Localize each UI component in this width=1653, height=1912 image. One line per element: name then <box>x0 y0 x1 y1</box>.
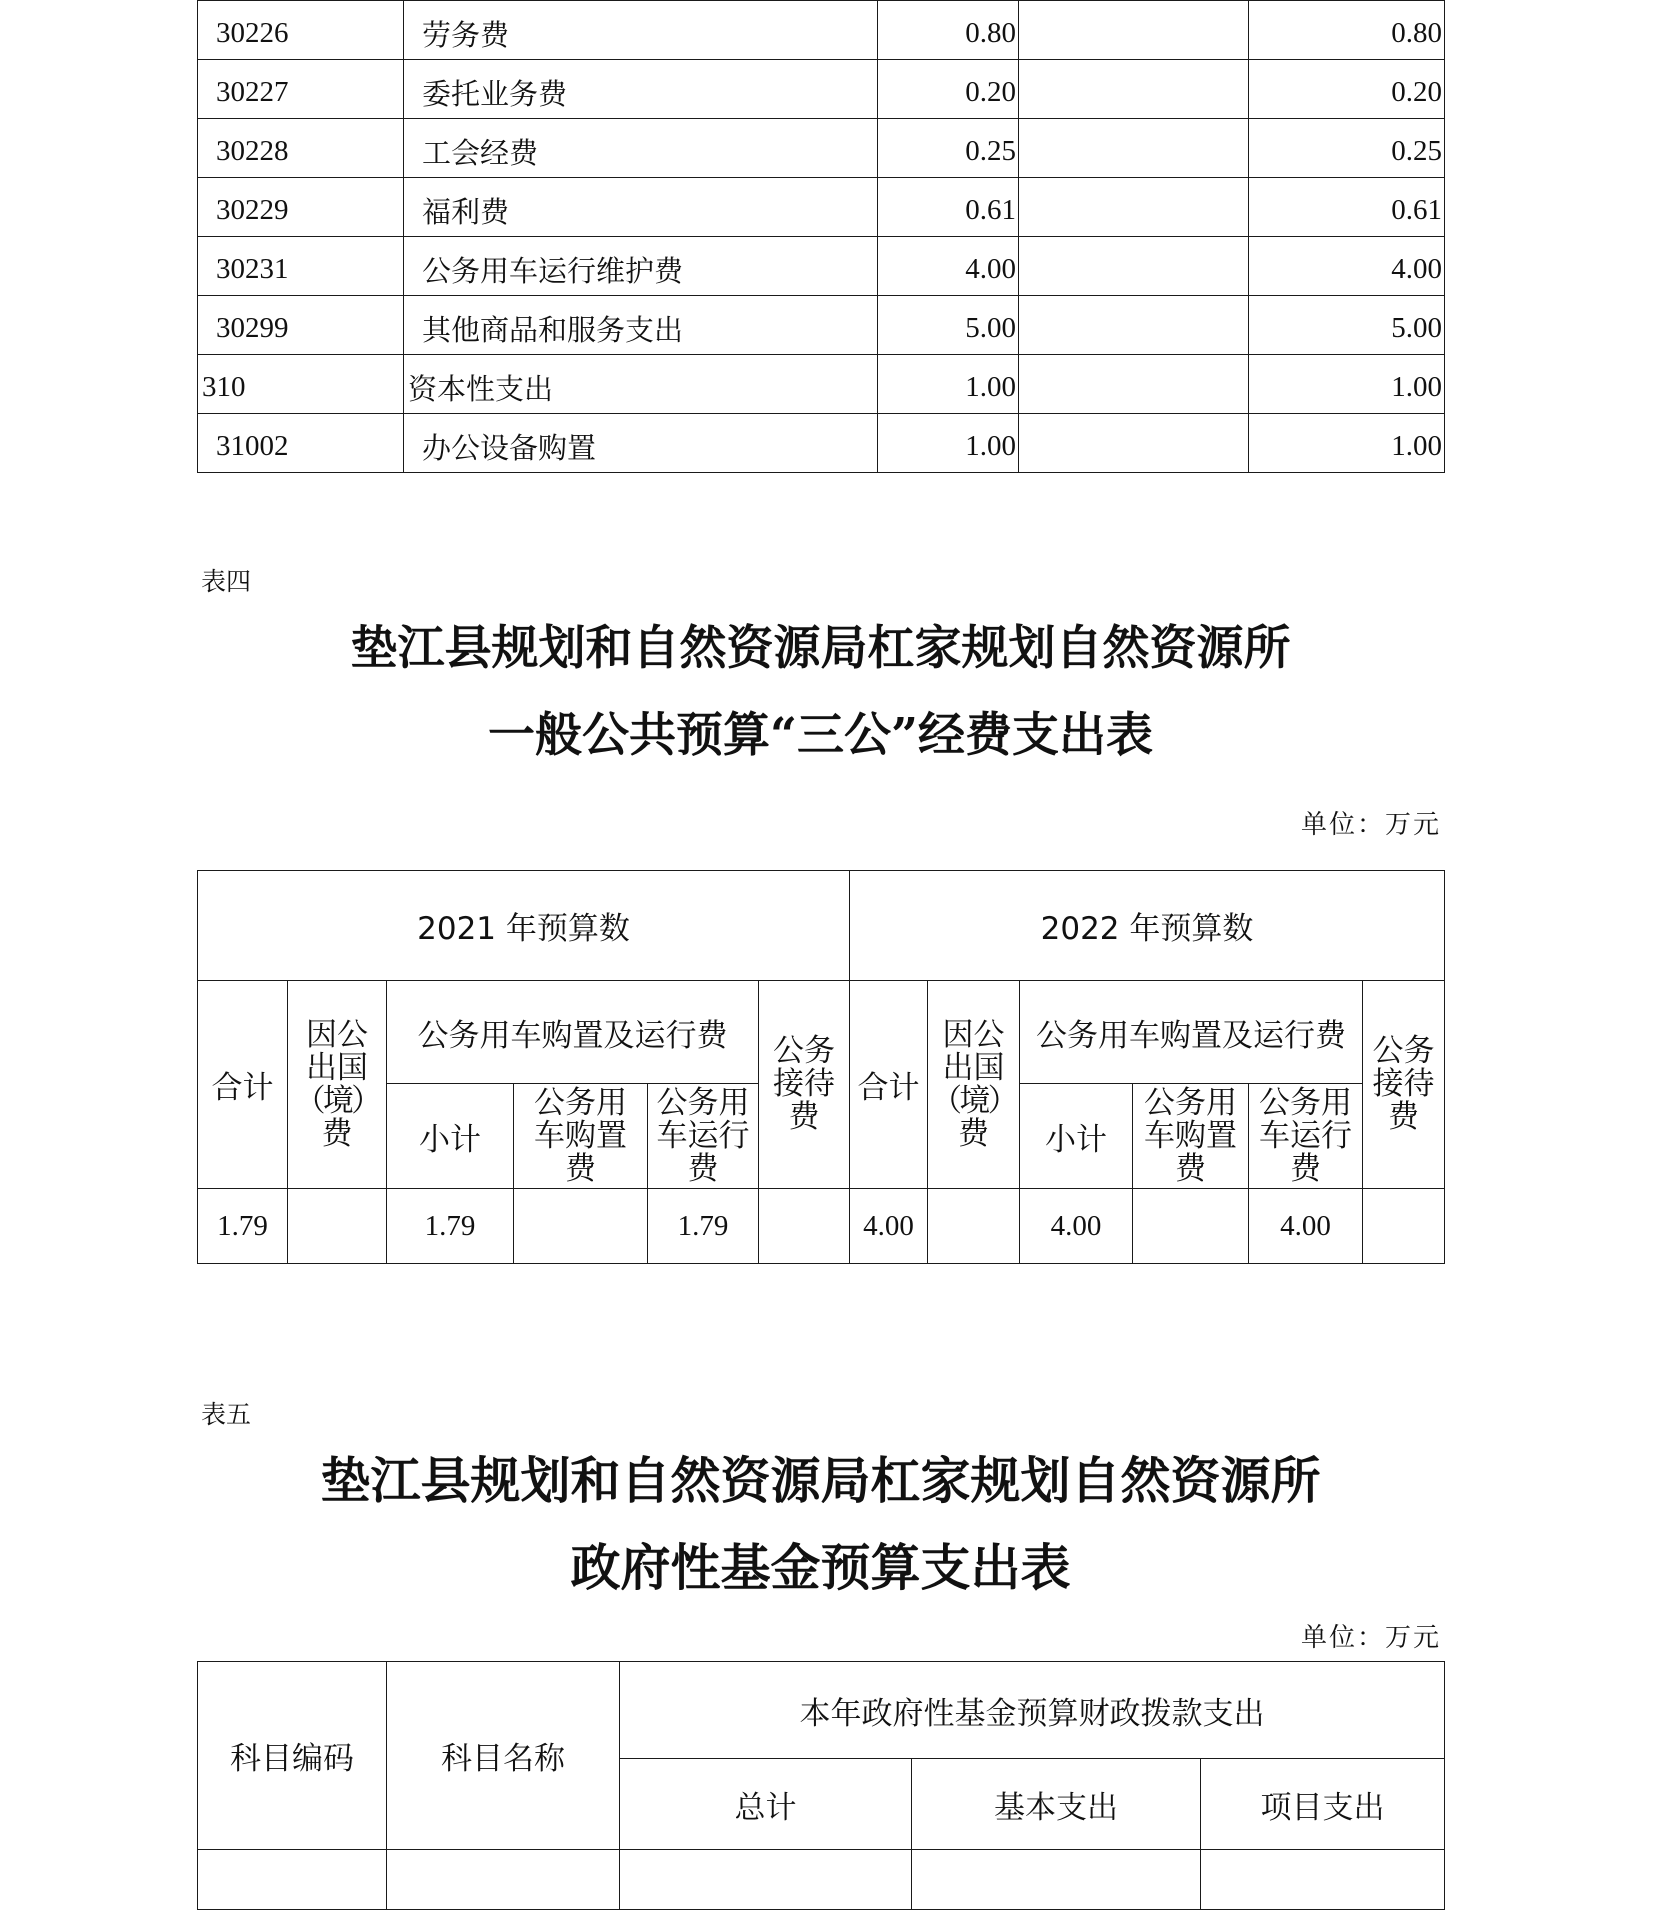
table-row <box>198 355 1445 414</box>
header-line: 费 <box>958 1115 989 1152</box>
subject-name-cell: 办公设备购置 <box>404 414 878 473</box>
subject-code-cell: 30299 <box>198 296 404 355</box>
header-line: 车购置 <box>534 1117 627 1154</box>
subject-code-cell: 30227 <box>198 60 404 119</box>
empty-cell <box>759 1189 850 1264</box>
header-line: 费 <box>565 1150 596 1187</box>
amount-cell: 4.00 <box>1249 237 1445 296</box>
amount-cell: 0.80 <box>1249 1 1445 60</box>
subject-name-cell: 其他商品和服务支出 <box>404 296 878 355</box>
empty-cell <box>1019 414 1249 473</box>
empty-cell <box>1019 1 1249 60</box>
table-row <box>198 414 1445 473</box>
car-purchase-header <box>1133 1084 1249 1189</box>
car-operation-2022-cell: 4.00 <box>1249 1189 1363 1264</box>
official-car-header: 公务用车购置及运行费 <box>387 981 759 1084</box>
header-line: 费 <box>687 1150 719 1187</box>
table-five-title-line-1: 垫江县规划和自然资源局杠家规划自然资源所 <box>320 1451 1321 1510</box>
header-line: 接待 <box>773 1066 835 1102</box>
subject-name-cell: 公务用车运行维护费 <box>404 237 878 296</box>
subject-code-cell: 30231 <box>198 237 404 296</box>
table-row <box>198 1189 1445 1264</box>
empty-cell <box>1019 355 1249 414</box>
header-line: 费 <box>1290 1150 1321 1187</box>
amount-cell: 0.25 <box>878 119 1019 178</box>
subject-code-cell: 310 <box>198 355 404 414</box>
empty-cell <box>1019 296 1249 355</box>
header-line: （境） <box>931 1082 1016 1119</box>
table-row <box>198 178 1445 237</box>
year-2022-header: 2022 年预算数 <box>850 871 1445 981</box>
table-four-title-line-1: 垫江县规划和自然资源局杠家规划自然资源所 <box>350 621 1291 676</box>
empty-cell <box>1019 178 1249 237</box>
subject-name-cell: 资本性支出 <box>404 355 878 414</box>
header-line: 公务用 <box>656 1084 750 1121</box>
table-row <box>198 1850 1445 1910</box>
total-header: 合计 <box>850 981 928 1189</box>
subject-code-cell: 30226 <box>198 1 404 60</box>
empty-cell <box>1019 237 1249 296</box>
table-row <box>198 296 1445 355</box>
header-line: 出国 <box>942 1049 1005 1086</box>
project-expenditure-header: 项目支出 <box>1201 1759 1445 1850</box>
table-four-label: 表四 <box>201 567 252 596</box>
amount-cell: 0.20 <box>1249 60 1445 119</box>
amount-cell: 1.00 <box>1249 355 1445 414</box>
empty-cell <box>1019 60 1249 119</box>
total-2022-cell: 4.00 <box>850 1189 928 1264</box>
amount-cell: 0.61 <box>1249 178 1445 237</box>
header-line: 费 <box>1175 1150 1206 1187</box>
header-line: 接待 <box>1372 1066 1435 1102</box>
empty-cell <box>1133 1189 1249 1264</box>
amount-cell: 1.00 <box>878 414 1019 473</box>
empty-cell <box>1363 1189 1445 1264</box>
amount-cell: 1.00 <box>878 355 1019 414</box>
total-header: 合计 <box>198 981 288 1189</box>
three-public-expenses-table <box>197 870 1445 1264</box>
header-line: 公务用 <box>1259 1084 1352 1121</box>
abroad-expense-header <box>928 981 1020 1189</box>
table-row <box>198 60 1445 119</box>
amount-cell: 0.20 <box>878 60 1019 119</box>
fund-appropriation-header: 本年政府性基金预算财政拨款支出 <box>620 1662 1445 1759</box>
reception-expense-header <box>1363 981 1445 1189</box>
header-line: 因公 <box>306 1016 368 1053</box>
subject-name-cell: 工会经费 <box>404 119 878 178</box>
subtotal-header: 小计 <box>1020 1084 1133 1189</box>
subject-name-cell: 福利费 <box>404 178 878 237</box>
subject-code-header: 科目编码 <box>198 1662 387 1850</box>
table-five-label: 表五 <box>201 1400 252 1429</box>
header-row <box>198 1662 1445 1759</box>
grand-total-header: 总计 <box>620 1759 912 1850</box>
table-four-unit: 单位：万元 <box>1300 810 1441 840</box>
empty-cell <box>288 1189 387 1264</box>
subject-name-cell: 劳务费 <box>404 1 878 60</box>
amount-cell: 0.61 <box>878 178 1019 237</box>
header-row <box>198 871 1445 981</box>
car-operation-header <box>648 1084 759 1189</box>
amount-cell: 1.00 <box>1249 414 1445 473</box>
table-five-unit: 单位：万元 <box>1300 1623 1441 1653</box>
abroad-expense-header <box>288 981 387 1189</box>
subtotal-header: 小计 <box>387 1084 514 1189</box>
header-line: （境） <box>294 1082 380 1119</box>
subject-code-cell: 30229 <box>198 178 404 237</box>
empty-cell <box>387 1850 620 1910</box>
car-operation-2021-cell: 1.79 <box>648 1189 759 1264</box>
header-line: 费 <box>321 1115 353 1152</box>
government-fund-expenditure-table <box>197 1661 1445 1910</box>
header-line: 费 <box>1388 1099 1419 1135</box>
table-row <box>198 237 1445 296</box>
amount-cell: 5.00 <box>878 296 1019 355</box>
header-row <box>198 981 1445 1084</box>
official-car-header: 公务用车购置及运行费 <box>1020 981 1363 1084</box>
empty-cell <box>620 1850 912 1910</box>
amount-cell: 5.00 <box>1249 296 1445 355</box>
header-line: 公务用 <box>1144 1084 1237 1121</box>
empty-cell <box>198 1850 387 1910</box>
expenditure-table-continued <box>197 0 1445 473</box>
reception-expense-header <box>759 981 850 1189</box>
table-row <box>198 1 1445 60</box>
car-purchase-header <box>514 1084 648 1189</box>
header-line: 车运行 <box>656 1117 750 1154</box>
header-line: 因公 <box>942 1016 1005 1053</box>
header-line: 公务 <box>773 1033 835 1069</box>
empty-cell <box>514 1189 648 1264</box>
total-2021-cell: 1.79 <box>198 1189 288 1264</box>
header-line: 出国 <box>306 1049 368 1086</box>
table-row <box>198 119 1445 178</box>
subtotal-2021-cell: 1.79 <box>387 1189 514 1264</box>
empty-cell <box>912 1850 1201 1910</box>
amount-cell: 0.80 <box>878 1 1019 60</box>
header-line: 公务用 <box>534 1084 627 1121</box>
subject-code-cell: 30228 <box>198 119 404 178</box>
amount-cell: 0.25 <box>1249 119 1445 178</box>
subtotal-2022-cell: 4.00 <box>1020 1189 1133 1264</box>
subject-name-cell: 委托业务费 <box>404 60 878 119</box>
table-five-title-line-2: 政府性基金预算支出表 <box>570 1538 1071 1597</box>
header-line: 公务 <box>1372 1033 1435 1069</box>
header-line: 费 <box>788 1099 820 1135</box>
header-line: 车运行 <box>1259 1117 1352 1154</box>
car-operation-header <box>1249 1084 1363 1189</box>
empty-cell <box>928 1189 1020 1264</box>
subject-code-cell: 31002 <box>198 414 404 473</box>
table-four-title-line-2: 一般公共预算“三公”经费支出表 <box>487 708 1154 763</box>
subject-name-header: 科目名称 <box>387 1662 620 1850</box>
basic-expenditure-header: 基本支出 <box>912 1759 1201 1850</box>
year-2021-header: 2021 年预算数 <box>198 871 850 981</box>
header-line: 车购置 <box>1144 1117 1237 1154</box>
amount-cell: 4.00 <box>878 237 1019 296</box>
empty-cell <box>1201 1850 1445 1910</box>
empty-cell <box>1019 119 1249 178</box>
